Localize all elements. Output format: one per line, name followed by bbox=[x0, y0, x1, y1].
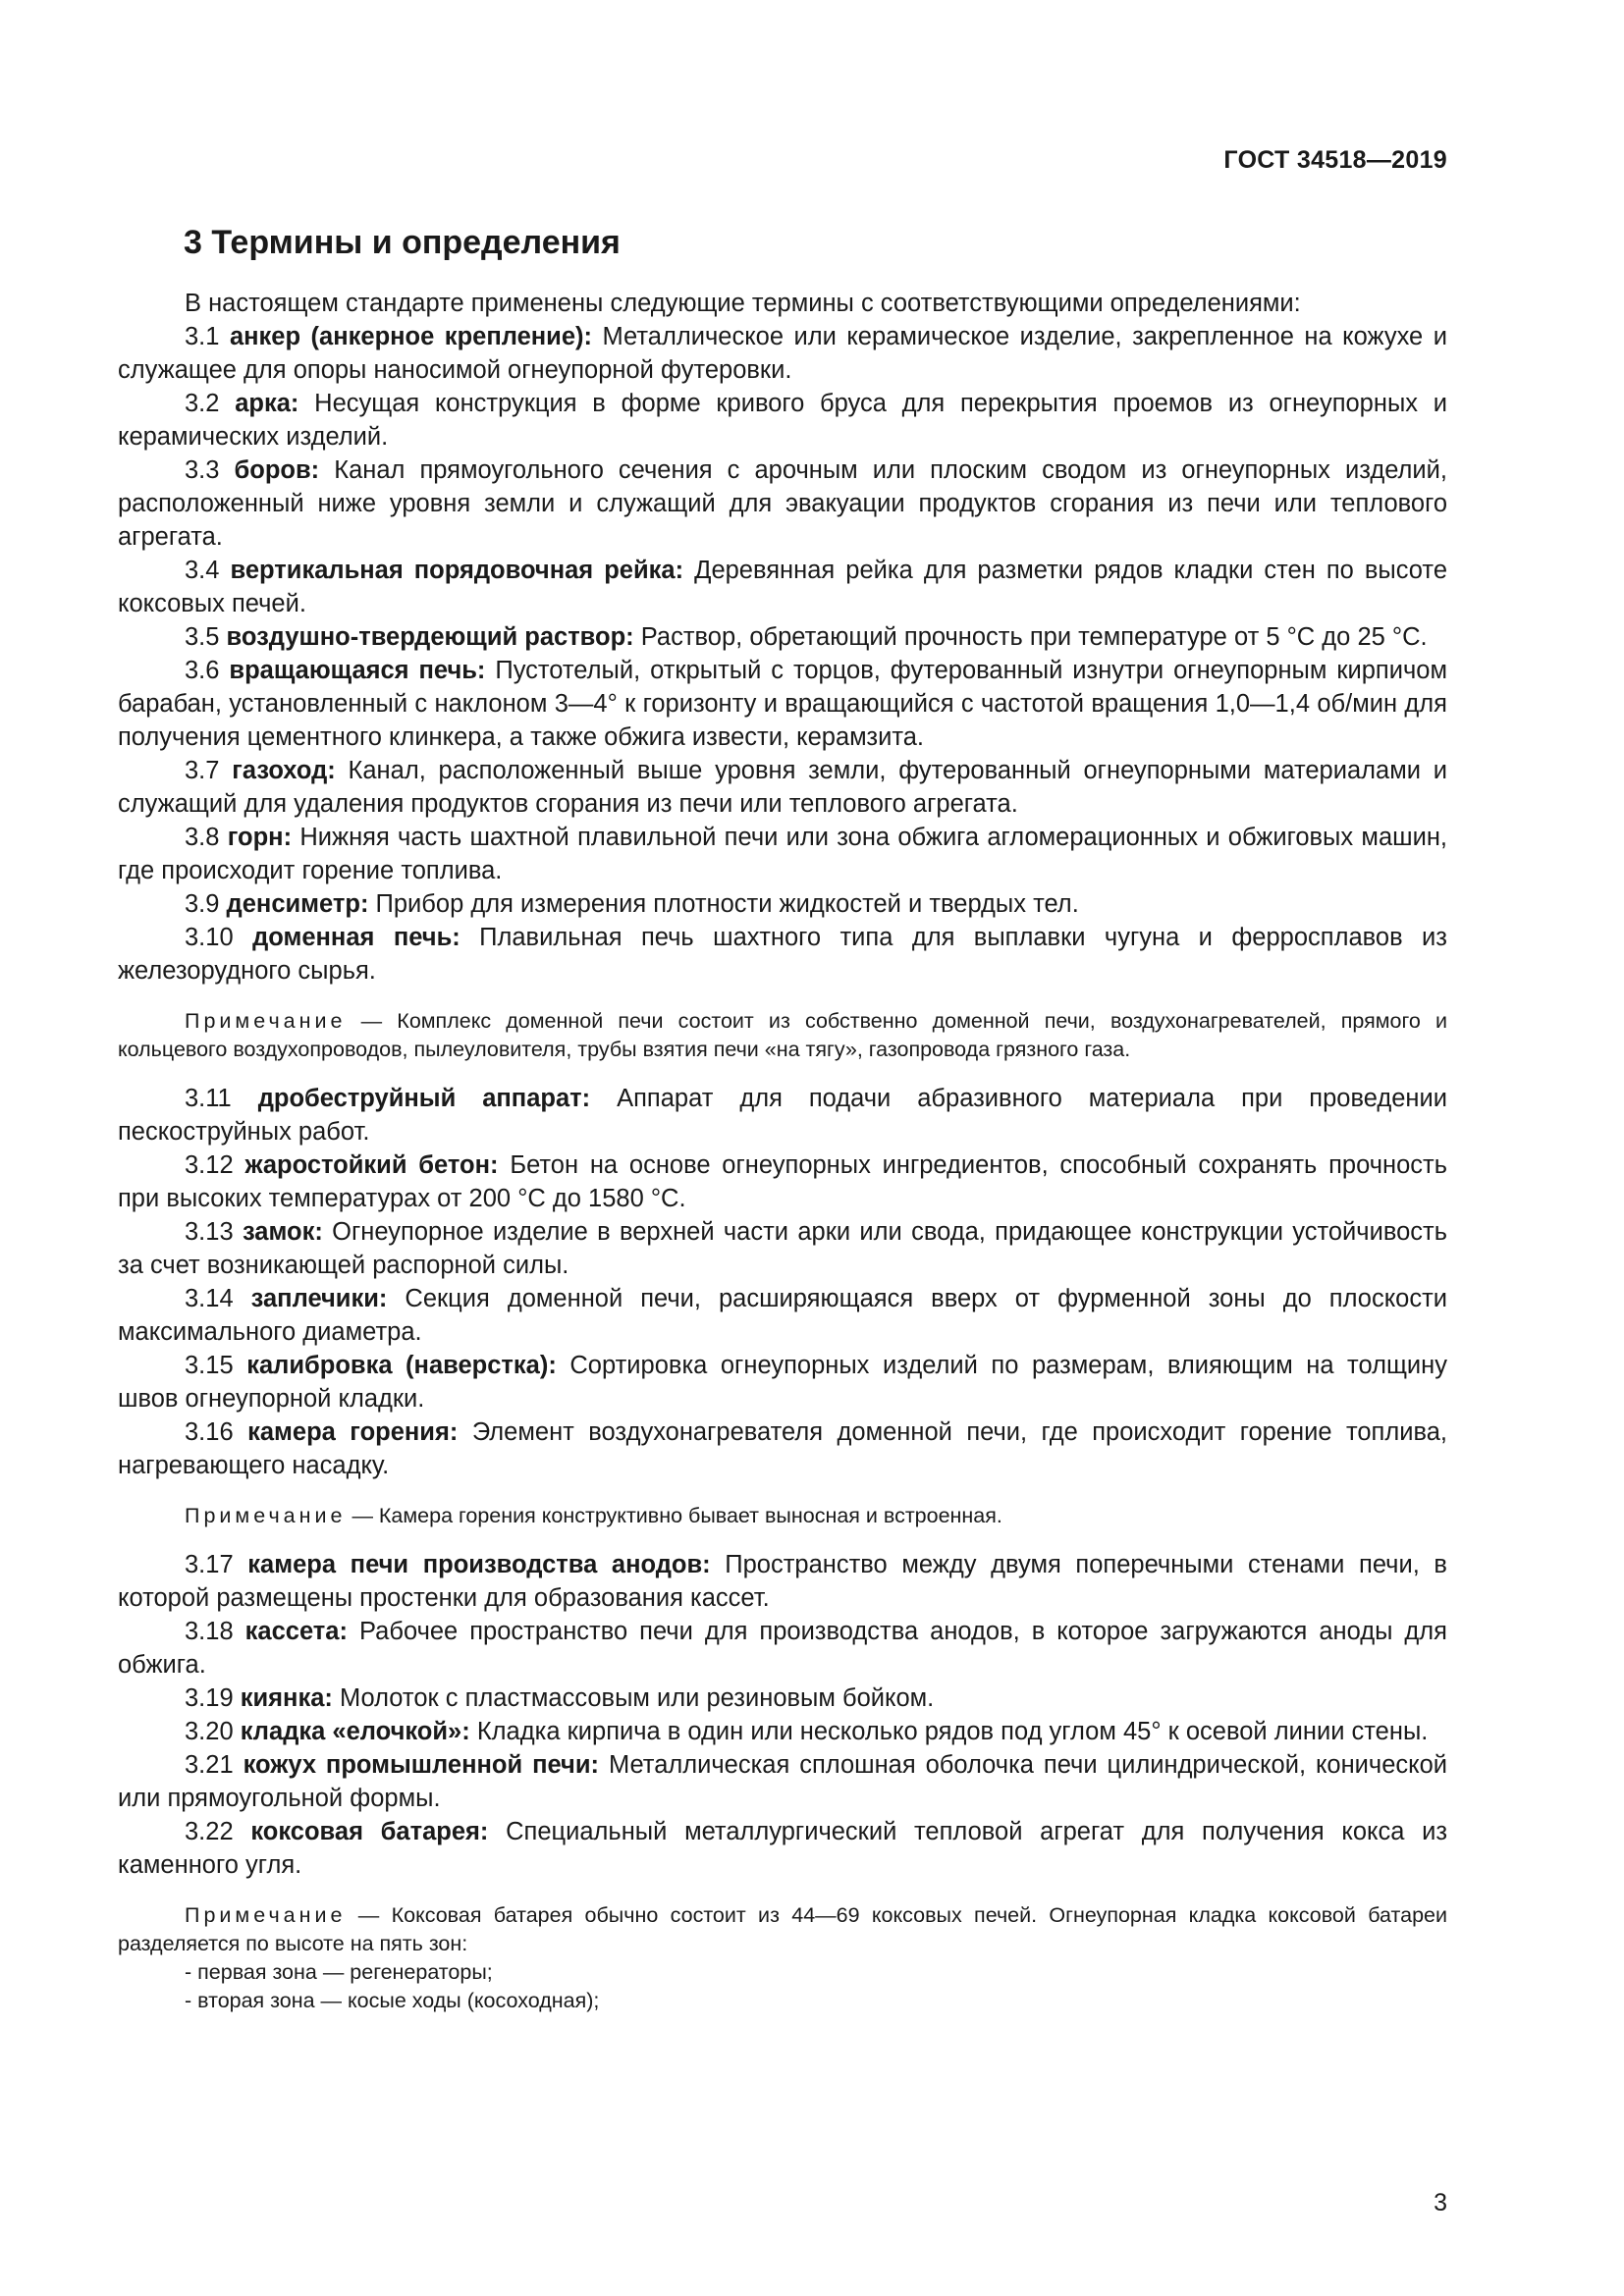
note-list-item: - вторая зона — косые ходы (косоходная); bbox=[185, 1989, 600, 2012]
term-definition: Прибор для измерения плотности жидкостей и твердых тел. bbox=[375, 890, 1079, 918]
term-name: вращающаяся печь: bbox=[229, 657, 486, 684]
term-definition: Молоток с пластмассовым или резиновым бойком. bbox=[339, 1684, 935, 1712]
term-name: вертикальная порядовочная рейка: bbox=[230, 557, 684, 584]
term-number: 3.16 bbox=[185, 1418, 234, 1446]
note-label: Примечание bbox=[185, 1504, 347, 1527]
term-number: 3.9 bbox=[185, 890, 220, 918]
term-number: 3.4 bbox=[185, 557, 220, 584]
term-number: 3.8 bbox=[185, 824, 220, 851]
term-definition: Кладка кирпича в один или несколько рядов под углом 45° к осевой линии стены. bbox=[476, 1718, 1429, 1745]
term-definition: Аппарат для подачи абразивного материала при проведении пескоструйных работ. bbox=[118, 1085, 1447, 1146]
note-block bbox=[118, 1502, 1447, 1530]
term-definition: Огнеупорное изделие в верхней части арки или свода, придающее конструкции устойчивость за счет возникающей распорной силы. bbox=[118, 1218, 1447, 1279]
note-block bbox=[118, 1007, 1447, 1064]
term-entry bbox=[118, 454, 1447, 554]
term-definition: Деревянная рейка для разметки рядов кладки стен по высоте коксовых печей. bbox=[118, 557, 1447, 617]
term-name: киянка: bbox=[240, 1684, 333, 1712]
term-entry bbox=[118, 1748, 1447, 1815]
term-entry bbox=[118, 554, 1447, 620]
term-name: калибровка (наверстка): bbox=[246, 1352, 557, 1379]
term-definition: Пустотелый, открытый с торцов, футерованный изнутри огнеупорным кирпичом барабан, установленный с наклоном 3—4° к горизонту и вращающийся с частотой вращения 1,0—1,4 об/мин для получения цементного клинкера, а также обжига извести, керамзита. bbox=[118, 657, 1447, 751]
term-number: 3.14 bbox=[185, 1285, 234, 1312]
term-number: 3.20 bbox=[185, 1718, 234, 1745]
term-name: доменная печь: bbox=[252, 924, 460, 951]
term-number: 3.22 bbox=[185, 1818, 234, 1845]
term-number: 3.21 bbox=[185, 1751, 234, 1779]
term-entry bbox=[118, 1615, 1447, 1682]
term-definition: Сортировка огнеупорных изделий по размерам, влияющим на толщину швов огнеупорной кладки. bbox=[118, 1352, 1448, 1413]
term-name: анкер (анкерное крепление): bbox=[229, 323, 593, 350]
term-definition: Нижняя часть шахтной плавильной печи или зона обжига агломерационных и обжиговых машин, где происходит горение топлива. bbox=[118, 824, 1447, 884]
term-entry bbox=[118, 620, 1447, 654]
note-text: — Комплекс доменной печи состоит из собственно доменной печи, воздухонагревателей, прямого и кольцевого воздухопроводов, пылеуловителя, трубы взятия печи «на тягу», газопровода грязного газа. bbox=[118, 1009, 1447, 1061]
term-name: замок: bbox=[242, 1218, 323, 1246]
term-entry bbox=[118, 1548, 1447, 1615]
term-number: 3.13 bbox=[185, 1218, 234, 1246]
term-number: 3.7 bbox=[185, 757, 220, 784]
term-entry bbox=[118, 1815, 1447, 1882]
term-entry bbox=[118, 1415, 1447, 1482]
term-entry bbox=[118, 754, 1447, 821]
term-number: 3.11 bbox=[185, 1085, 232, 1112]
term-name: воздушно-твердеющий раствор: bbox=[226, 623, 634, 651]
term-entry bbox=[118, 1349, 1447, 1415]
term-definition: Элемент воздухонагревателя доменной печи, где происходит горение топлива, нагревающего насадку. bbox=[118, 1418, 1447, 1479]
term-number: 3.2 bbox=[185, 390, 220, 417]
terms-content bbox=[118, 287, 1447, 2015]
document-code: ГОСТ 34518—2019 bbox=[1223, 146, 1447, 174]
term-number: 3.10 bbox=[185, 924, 234, 951]
term-entry bbox=[118, 1082, 1447, 1148]
term-definition: Рабочее пространство печи для производства анодов, в которое загружаются аноды для обжига. bbox=[118, 1618, 1447, 1679]
term-name: боров: bbox=[234, 456, 320, 484]
section-title: 3 Термины и определения bbox=[184, 224, 621, 261]
note-text: — Коксовая батарея обычно состоит из 44—69 коксовых печей. Огнеупорная кладка коксовой батареи разделяется по высоте на пять зон: bbox=[118, 1903, 1447, 1955]
note-block bbox=[118, 1901, 1447, 1958]
note-list bbox=[118, 1958, 1447, 2015]
term-number: 3.3 bbox=[185, 456, 220, 484]
term-entry bbox=[118, 1148, 1447, 1215]
term-entry bbox=[118, 921, 1447, 988]
page-number: 3 bbox=[1434, 2189, 1447, 2216]
intro-paragraph: В настоящем стандарте применены следующие термины с соответствующими определениями: bbox=[185, 290, 1301, 317]
term-number: 3.12 bbox=[185, 1151, 234, 1179]
term-name: коксовая батарея: bbox=[250, 1818, 489, 1845]
term-definition: Канал прямоугольного сечения с арочным или плоским сводом из огнеупорных изделий, расположенный ниже уровня земли и служащий для эвакуации продуктов сгорания из печи или теплового агрегата. bbox=[118, 456, 1447, 551]
term-definition: Металлическая сплошная оболочка печи цилиндрической, конической или прямоугольной формы. bbox=[118, 1751, 1447, 1812]
term-entry bbox=[118, 654, 1447, 754]
term-definition: Бетон на основе огнеупорных ингредиентов, способный сохранять прочность при высоких температурах от 200 °С до 1580 °С. bbox=[118, 1151, 1447, 1212]
term-definition: Пространство между двумя поперечными стенами печи, в которой размещены простенки для образования кассет. bbox=[118, 1551, 1447, 1612]
term-name: горн: bbox=[227, 824, 293, 851]
term-name: кассета: bbox=[244, 1618, 348, 1645]
note-label: Примечание bbox=[185, 1009, 347, 1033]
term-definition: Специальный металлургический тепловой агрегат для получения кокса из каменного угля. bbox=[118, 1818, 1448, 1879]
term-entry bbox=[118, 1715, 1447, 1748]
term-name: заплечики: bbox=[250, 1285, 388, 1312]
term-number: 3.17 bbox=[185, 1551, 234, 1578]
term-name: камера горения: bbox=[247, 1418, 459, 1446]
term-entry bbox=[118, 387, 1447, 454]
term-entry bbox=[118, 1282, 1447, 1349]
term-name: арка: bbox=[235, 390, 299, 417]
term-entry bbox=[118, 1215, 1447, 1282]
term-number: 3.5 bbox=[185, 623, 220, 651]
document-page bbox=[118, 0, 1447, 2296]
term-definition: Раствор, обретающий прочность при температуре от 5 °С до 25 °С. bbox=[640, 623, 1428, 651]
term-entry bbox=[118, 887, 1447, 921]
term-name: жаростойкий бетон: bbox=[244, 1151, 499, 1179]
term-name: кожух промышленной печи: bbox=[243, 1751, 599, 1779]
term-entry bbox=[118, 320, 1447, 387]
term-name: дробеструйный аппарат: bbox=[257, 1085, 591, 1112]
term-definition: Секция доменной печи, расширяющаяся вверх от фурменной зоны до плоскости максимального диаметра. bbox=[118, 1285, 1448, 1346]
note-label: Примечание bbox=[185, 1903, 347, 1927]
note-list-item: - первая зона — регенераторы; bbox=[185, 1960, 493, 1984]
term-definition: Плавильная печь шахтного типа для выплавки чугуна и ферросплавов из железорудного сырья. bbox=[118, 924, 1447, 985]
term-number: 3.18 bbox=[185, 1618, 234, 1645]
term-number: 3.6 bbox=[185, 657, 220, 684]
term-definition: Металлическое или керамическое изделие, закрепленное на кожухе и служащее для опоры наносимой огнеупорной футеровки. bbox=[118, 323, 1447, 384]
term-name: кладка «елочкой»: bbox=[240, 1718, 470, 1745]
term-name: денсиметр: bbox=[226, 890, 369, 918]
term-number: 3.15 bbox=[185, 1352, 234, 1379]
term-entry bbox=[118, 1682, 1447, 1715]
term-definition: Канал, расположенный выше уровня земли, футерованный огнеупорными материалами и служащий для удаления продуктов сгорания из печи или теплового агрегата. bbox=[118, 757, 1447, 818]
term-name: камера печи производства анодов: bbox=[247, 1551, 711, 1578]
term-number: 3.1 bbox=[185, 323, 220, 350]
term-number: 3.19 bbox=[185, 1684, 234, 1712]
term-definition: Несущая конструкция в форме кривого бруса для перекрытия проемов из огнеупорных и керамических изделий. bbox=[118, 390, 1448, 451]
term-entry bbox=[118, 821, 1447, 887]
term-name: газоход: bbox=[232, 757, 336, 784]
note-text: — Камера горения конструктивно бывает выносная и встроенная. bbox=[352, 1504, 1002, 1527]
